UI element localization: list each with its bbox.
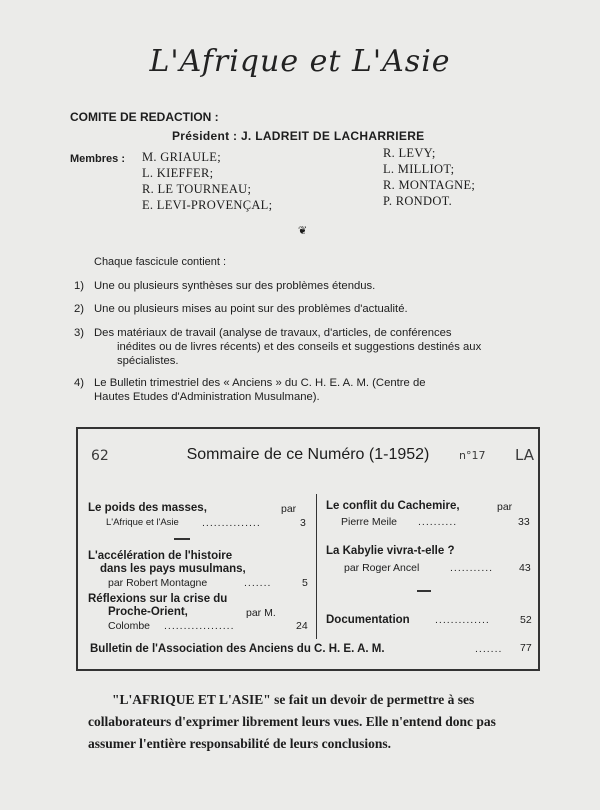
member-right: P. RONDOT. bbox=[383, 194, 453, 208]
article-dots: .......... bbox=[418, 516, 458, 528]
article-title: Réflexions sur la crise du bbox=[88, 593, 228, 605]
article-page: 24 bbox=[296, 620, 308, 632]
article-title: Le poids des masses, bbox=[88, 502, 207, 514]
article-title: La Kabylie vivra-t-elle ? bbox=[326, 545, 455, 557]
article-page: 43 bbox=[519, 562, 531, 574]
member-right: R. MONTAGNE; bbox=[383, 178, 476, 192]
bulletin-page: 77 bbox=[520, 642, 532, 654]
contents-item-line: Des matériaux de travail (analyse de travaux, d'articles, de conférences bbox=[94, 327, 452, 339]
article-dots: ............... bbox=[202, 517, 261, 529]
column-divider bbox=[316, 494, 317, 639]
article-page: 52 bbox=[520, 614, 532, 626]
article-title: L'accélération de l'histoire bbox=[88, 550, 233, 562]
disclaimer-line: "L'AFRIQUE ET L'ASIE" se fait un devoir de permettre à ses bbox=[112, 692, 475, 707]
contents-item-number: 2) bbox=[74, 303, 85, 315]
article-dots: .............. bbox=[435, 614, 490, 626]
article-page: 5 bbox=[302, 577, 308, 589]
handwritten-number: 62 bbox=[91, 448, 109, 464]
summary-title: Sommaire de ce Numéro (1-1952) bbox=[186, 446, 430, 463]
disclaimer-line: assumer l'entière responsabilité de leurs conclusions. bbox=[88, 736, 392, 751]
article-author: par Robert Montagne bbox=[108, 577, 208, 589]
member-left: R. LE TOURNEAU; bbox=[142, 182, 252, 196]
member-left: M. GRIAULE; bbox=[142, 150, 221, 164]
committee-heading: COMITE DE REDACTION : bbox=[70, 110, 219, 124]
article-par: par bbox=[281, 503, 297, 515]
article-dots: ....... bbox=[244, 577, 272, 589]
disclaimer-line: collaborateurs d'exprimer librement leurs vues. Elle n'entend donc pas bbox=[88, 714, 496, 729]
article-title: Documentation bbox=[326, 614, 410, 626]
contents-item-number: 4) bbox=[74, 377, 85, 389]
article-title: dans les pays musulmans, bbox=[100, 563, 246, 575]
ornament-icon: ❦ bbox=[298, 224, 308, 237]
article-author: par Roger Ancel bbox=[344, 562, 420, 574]
article-dots: .................. bbox=[164, 620, 235, 632]
contents-item-line: spécialistes. bbox=[117, 355, 179, 367]
contents-item-number: 3) bbox=[74, 327, 85, 339]
article-author: Pierre Meile bbox=[341, 516, 398, 528]
committee-president: Président : J. LADREIT DE LACHARRIERE bbox=[172, 129, 425, 143]
member-right: R. LEVY; bbox=[383, 146, 436, 160]
contents-item-line: Hautes Etudes d'Administration Musulmane). bbox=[94, 391, 320, 403]
handwritten-mark: LA bbox=[515, 446, 534, 464]
member-right: L. MILLIOT; bbox=[383, 162, 455, 176]
contents-item-line: Le Bulletin trimestriel des « Anciens » du C. H. E. A. M. (Centre de bbox=[94, 377, 426, 389]
article-par: par bbox=[497, 501, 513, 513]
contents-item-line: Une ou plusieurs mises au point sur des problèmes d'actualité. bbox=[94, 303, 408, 315]
handwritten-issue: n°17 bbox=[459, 449, 486, 462]
member-left: L. KIEFFER; bbox=[142, 166, 214, 180]
journal-title: L'Afrique et L'Asie bbox=[149, 44, 451, 79]
article-par: par M. bbox=[246, 607, 276, 619]
article-page: 33 bbox=[518, 516, 530, 528]
contents-intro: Chaque fascicule contient : bbox=[94, 256, 227, 268]
separator-dash bbox=[417, 590, 431, 592]
article-title: Proche-Orient, bbox=[108, 606, 188, 618]
article-author: Colombe bbox=[108, 620, 151, 632]
bulletin-dots: ....... bbox=[475, 643, 503, 655]
contents-item-line: inédites ou de livres récents) et des conseils et suggestions destinés aux bbox=[117, 341, 482, 353]
separator-dash bbox=[174, 538, 190, 540]
members-label: Membres : bbox=[70, 153, 126, 165]
article-dots: ........... bbox=[450, 562, 494, 574]
member-left: E. LEVI-PROVENÇAL; bbox=[142, 198, 273, 212]
summary-box bbox=[76, 427, 540, 671]
article-title: Le conflit du Cachemire, bbox=[326, 500, 460, 512]
article-author: L'Afrique et l'Asie bbox=[106, 517, 179, 528]
article-page: 3 bbox=[300, 517, 306, 529]
contents-item-line: Une ou plusieurs synthèses sur des problèmes étendus. bbox=[94, 280, 376, 292]
contents-item-number: 1) bbox=[74, 280, 85, 292]
bulletin-title: Bulletin de l'Association des Anciens du C. H. E. A. M. bbox=[90, 643, 385, 655]
